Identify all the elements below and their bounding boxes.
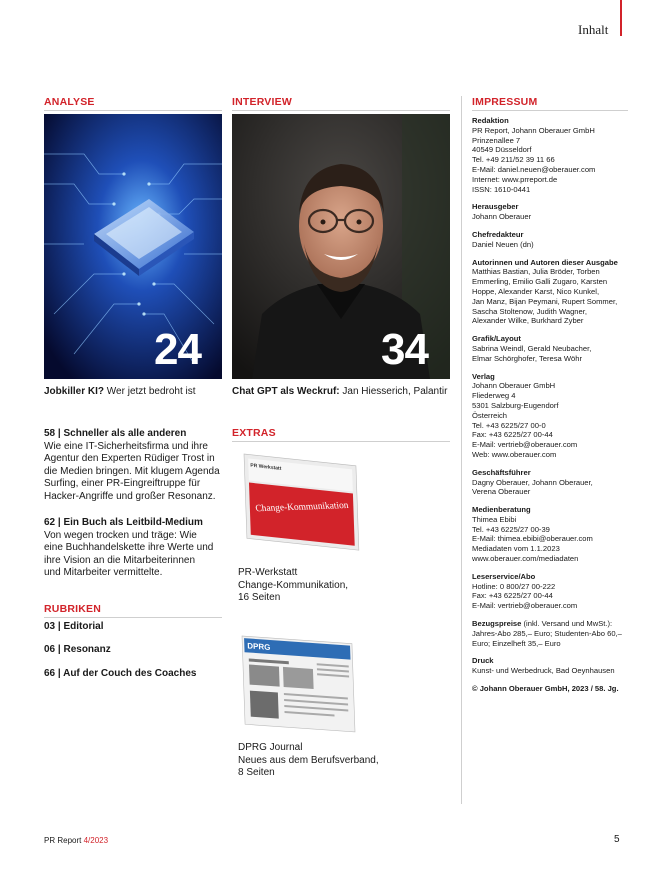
impressum-line: Euro; Einzelheft 35,– Euro bbox=[472, 638, 561, 648]
rubriken-heading: RUBRIKEN bbox=[44, 603, 102, 615]
impressum-line: 5301 Salzburg-Eugendorf bbox=[472, 400, 559, 410]
impressum-heading-text: Verlag bbox=[472, 371, 495, 381]
impressum-body bbox=[472, 116, 632, 694]
rubriken-divider bbox=[44, 617, 222, 618]
interview-divider bbox=[232, 110, 450, 111]
impressum-line: Prinzenallee 7 bbox=[472, 135, 521, 145]
article-line: ihre Vision an die Mitarbeiterinnen bbox=[44, 554, 196, 566]
cover-brand: PR Werkstatt bbox=[250, 462, 282, 472]
impressum-line: Dagny Oberauer, Johann Oberauer, bbox=[472, 477, 593, 487]
impressum-line: E-Mail: thimea.ebibi@oberauer.com bbox=[472, 534, 593, 544]
impressum-block bbox=[472, 116, 632, 194]
impressum-divider bbox=[472, 110, 628, 111]
article-line: Von wegen trocken und träge: Wie bbox=[44, 529, 197, 541]
impressum-line: Hoppe, Alexander Karst, Nico Kunkel, bbox=[472, 286, 600, 296]
impressum-line: Verena Oberauer bbox=[472, 487, 531, 497]
impressum-line: Matthias Bastian, Julia Bröder, Torben bbox=[472, 267, 600, 277]
impressum-heading-text: Bezugspreise bbox=[472, 619, 522, 629]
impressum-block bbox=[472, 258, 632, 327]
pr-werkstatt-cover bbox=[236, 448, 376, 558]
article-line: Wie eine IT-Sicherheitsfirma und ihre bbox=[44, 440, 208, 452]
article-line: eine Buchhandelskette ihre Werte und bbox=[44, 542, 214, 553]
impressum-heading-text: Herausgeber bbox=[472, 202, 519, 212]
extras-divider bbox=[232, 441, 450, 442]
rubrik-editorial: 03 | Editorial bbox=[44, 621, 104, 632]
impressum-line: Fliederweg 4 bbox=[472, 391, 516, 401]
impressum-line: Sascha Stoltenow, Judith Wagner, bbox=[472, 306, 587, 316]
impressum-block bbox=[472, 334, 632, 363]
rubrik-resonanz: 06 | Resonanz bbox=[44, 644, 111, 655]
impressum-line: E-Mail: daniel.neuen@oberauer.com bbox=[472, 164, 596, 174]
analyse-caption-rest: Wer jetzt bedroht ist bbox=[104, 386, 196, 397]
impressum-block-heading bbox=[472, 230, 632, 240]
impressum-heading-text: Redaktion bbox=[472, 116, 509, 125]
impressum-block-heading bbox=[472, 619, 632, 629]
analyse-heading: ANALYSE bbox=[44, 96, 95, 108]
impressum-line: Österreich bbox=[472, 410, 508, 420]
interview-caption-bold: Chat GPT als Weckruf: bbox=[232, 386, 340, 397]
footer-publication-name: PR Report bbox=[44, 836, 84, 845]
impressum-heading-text: Autorinnen und Autoren dieser Ausgabe bbox=[472, 257, 618, 267]
impressum-block bbox=[472, 572, 632, 611]
impressum-line: ISSN: 1610-0441 bbox=[472, 184, 531, 194]
extra-line: 16 Seiten bbox=[238, 592, 281, 603]
impressum-block bbox=[472, 619, 632, 648]
impressum-block bbox=[472, 372, 632, 460]
impressum-block bbox=[472, 468, 632, 497]
impressum-line: E-Mail: vertrieb@oberauer.com bbox=[472, 601, 578, 611]
impressum-line: Tel. +43 6225/27 00-0 bbox=[472, 420, 546, 430]
extras-heading: EXTRAS bbox=[232, 427, 276, 439]
rubrik-coach: 66 | Auf der Couch des Coaches bbox=[44, 668, 197, 679]
impressum-heading-text: Medienberatung bbox=[472, 505, 531, 515]
impressum-block-heading bbox=[472, 505, 632, 515]
impressum-heading-rest: (inkl. Versand und MwSt.): bbox=[521, 619, 613, 629]
article-title: 58 | Schneller als alle anderen bbox=[44, 428, 187, 439]
impressum-block bbox=[472, 656, 632, 676]
impressum-line: Elmar Schörghofer, Teresa Wöhr bbox=[472, 353, 583, 363]
extra-pr-werkstatt bbox=[238, 567, 348, 605]
impressum-block-heading bbox=[472, 372, 632, 382]
impressum-line: Johann Oberauer GmbH bbox=[472, 381, 556, 391]
impressum-line: Alexander Wilke, Burkhard Zyber bbox=[472, 316, 584, 326]
impressum-copyright: © Johann Oberauer GmbH, 2023 / 58. Jg. bbox=[472, 684, 619, 694]
impressum-block-heading bbox=[472, 116, 632, 126]
page-number: 5 bbox=[614, 834, 620, 845]
impressum-heading-text: Leserservice/Abo bbox=[472, 571, 536, 581]
impressum-heading: IMPRESSUM bbox=[472, 96, 538, 108]
impressum-block-heading bbox=[472, 572, 632, 582]
impressum-line: www.oberauer.com/mediadaten bbox=[472, 554, 579, 564]
impressum-block bbox=[472, 505, 632, 564]
impressum-line: Fax: +43 6225/27 00-44 bbox=[472, 430, 553, 440]
impressum-line: Mediadaten vom 1.1.2023 bbox=[472, 544, 560, 554]
analyse-divider bbox=[44, 110, 222, 111]
impressum-block bbox=[472, 202, 632, 222]
impressum-line: Web: www.oberauer.com bbox=[472, 449, 557, 459]
extra-line: Change-Kommunikation, bbox=[238, 579, 349, 591]
impressum-line: Fax: +43 6225/27 00-44 bbox=[472, 591, 553, 601]
extra-title: DPRG Journal bbox=[238, 742, 303, 753]
interview-heading: INTERVIEW bbox=[232, 96, 292, 108]
journal-brand: DPRG bbox=[247, 641, 271, 653]
extra-line: Neues aus dem Berufsverband, bbox=[238, 754, 379, 766]
impressum-line: PR Report, Johann Oberauer GmbH bbox=[472, 125, 595, 135]
impressum-line: E-Mail: vertrieb@oberauer.com bbox=[472, 440, 578, 450]
analyse-page-number: 24 bbox=[154, 325, 201, 374]
impressum-heading-text: Geschäftsführer bbox=[472, 467, 531, 477]
impressum-line: Tel. +49 211/52 39 11 66 bbox=[472, 155, 555, 165]
impressum-block-heading bbox=[472, 258, 632, 268]
analyse-caption-bold: Jobkiller KI? bbox=[44, 386, 105, 397]
article-58 bbox=[44, 428, 224, 503]
article-title: 62 | Ein Buch als Leitbild-Medium bbox=[44, 517, 203, 528]
impressum-line: Sabrina Weindl, Gerald Neubacher, bbox=[472, 343, 592, 353]
dprg-journal-cover bbox=[236, 632, 366, 740]
impressum-block bbox=[472, 230, 632, 250]
impressum-line: Thimea Ebibi bbox=[472, 514, 517, 524]
impressum-line: 40549 Düsseldorf bbox=[472, 145, 532, 155]
page-section-title: Inhalt bbox=[578, 22, 609, 37]
interview-caption bbox=[232, 385, 447, 398]
impressum-heading-text: Druck bbox=[472, 656, 494, 666]
impressum-line: Internet: www.prreport.de bbox=[472, 174, 558, 184]
impressum-heading-text: Grafik/Layout bbox=[472, 334, 521, 344]
extra-dprg-journal bbox=[238, 742, 379, 780]
article-line: Agentur den Experten Rüdiger Trost in bbox=[44, 453, 215, 464]
footer-issue: 4/2023 bbox=[83, 836, 109, 845]
article-line: die Medien bringen. Mit klugem Agenda bbox=[44, 465, 220, 477]
footer-publication bbox=[44, 836, 108, 845]
impressum-line: Daniel Neuen (dn) bbox=[472, 239, 534, 249]
column-divider bbox=[461, 96, 462, 804]
article-62 bbox=[44, 517, 224, 580]
article-line: Surfing, einer PR-Eingreiftruppe für bbox=[44, 478, 201, 489]
extra-title: PR-Werkstatt bbox=[238, 567, 298, 578]
impressum-line: Tel. +43 6225/27 00-39 bbox=[472, 524, 550, 534]
article-line: und Mitarbeiter vermittelte. bbox=[44, 567, 163, 578]
impressum-block-heading bbox=[472, 468, 632, 478]
impressum-line: Jan Manz, Bijan Peymani, Rupert Sommer, bbox=[472, 296, 618, 306]
header-red-line bbox=[620, 0, 622, 36]
interview-page-number: 34 bbox=[381, 325, 428, 374]
impressum-line: Johann Oberauer bbox=[472, 212, 532, 222]
impressum-line: Jahres-Abo 285,– Euro; Studenten-Abo 60,– bbox=[472, 628, 622, 638]
analyse-caption bbox=[44, 385, 196, 398]
article-line: Hacker-Angriffe und großer Resonanz. bbox=[44, 490, 216, 502]
impressum-heading-text: Chefredakteur bbox=[472, 229, 524, 239]
magazine-cover-illustration bbox=[236, 448, 376, 558]
impressum-line: Kunst- und Werbedruck, Bad Oeynhausen bbox=[472, 666, 615, 676]
impressum-block-heading bbox=[472, 334, 632, 344]
extra-line: 8 Seiten bbox=[238, 767, 275, 778]
cover-headline: Change-Kommunikation bbox=[254, 499, 350, 515]
journal-cover-illustration bbox=[236, 632, 366, 740]
impressum-block-heading bbox=[472, 202, 632, 212]
interview-caption-rest: Jan Hiesserich, Palantir bbox=[339, 386, 448, 397]
impressum-line: Emmerling, Emilio Galli Zugaro, Karsten bbox=[472, 277, 608, 287]
impressum-block-heading bbox=[472, 656, 632, 666]
impressum-line: Hotline: 0 800/27 00-222 bbox=[472, 581, 556, 591]
